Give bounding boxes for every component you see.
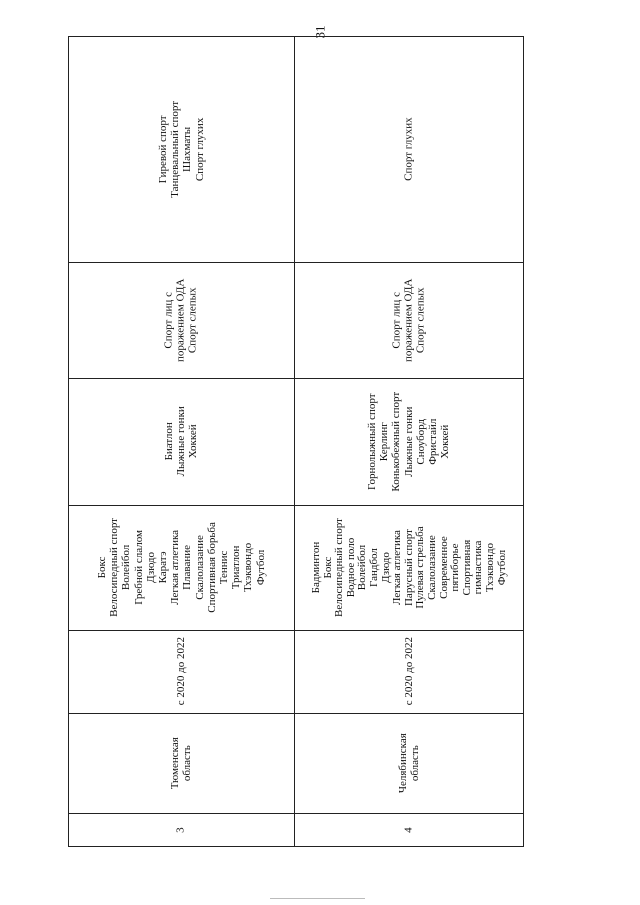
cell-text-line: область [408,745,421,781]
cell-text-line: Легкая атлетика [390,530,403,605]
cell-text-line: Пулевая стрельба [413,526,426,609]
cell-text-line: Конькобежный спорт [390,391,403,492]
cell-text-line: поражением ОДА [402,278,415,362]
cell-text-line: Спорт глухих [193,117,206,181]
row3-summer-sports [96,518,267,617]
cell-text-line: Хоккей [187,424,200,459]
cell-text-line: Гиревой спорт [156,115,169,183]
cell-text-line: Дзюдо [379,552,392,583]
cell-text-line: область [180,745,193,781]
row3-other-sports [157,101,206,198]
cell-text-line: Скалолазание [425,535,438,600]
row3-region [169,737,193,789]
cell-text-line: Гандбол [367,548,380,587]
cell-text-line: Спортивная [460,539,473,596]
row4-period: с 2020 до 2022 [402,637,415,706]
row4-summer-sports [310,518,507,617]
cell-text-line: Тхэквондо [242,542,255,593]
page-number-text: 31 [312,25,327,39]
row3-winter-sports-cell [68,378,294,505]
cell-text-line: Дзюдо [144,552,157,583]
row3-other-sports-cell [68,36,294,262]
row3-disabled-sports [163,278,200,361]
cell-text-line: Волейбол [119,544,132,591]
row4-number: 4 [402,827,415,833]
cell-text-line: Тхэквондо [483,542,496,593]
cell-text-line: Керлинг [378,422,391,461]
cell-text-line: Горнолыжный спорт [366,393,379,490]
cell-text-line: Футбол [494,549,507,586]
cell-text-line: Спорт глухих [402,117,415,181]
row3-region-cell [68,713,294,813]
cell-text-line: Лыжные гонки [174,406,187,477]
row3-winter-sports [163,406,200,476]
row4-region [397,733,421,793]
cell-text-line: Плавание [180,545,193,590]
cell-text-line: гимнастика [471,540,484,595]
cell-text-line: Спорт лиц с [162,291,175,349]
row4-period-cell [294,630,524,713]
cell-text-line: Триатлон [229,545,242,590]
row4-summer-sports-cell [294,505,524,630]
row3-number-cell [68,813,294,847]
cell-text-line: Велосипедный спорт [332,518,345,617]
row4-disabled-sports-cell [294,262,524,378]
row3-disabled-sports-cell [68,262,294,378]
cell-text-line: поражением ОДА [174,278,187,362]
cell-text-line: Спорт лиц с [390,291,403,349]
row3-period-cell [68,630,294,713]
cell-text-line: Велосипедный спорт [107,518,120,617]
cell-text-line: Футбол [254,549,267,586]
cell-text-line: Современное [436,536,449,599]
row3-number: 3 [174,827,187,833]
cell-text-line: Бадминтон [309,541,322,594]
cell-text-line: Танцевальный спорт [168,100,181,198]
row4-region-cell [294,713,524,813]
row4-winter-sports-cell [294,378,524,505]
cell-text-line: Парусный спорт [402,529,415,606]
cell-text-line: Лыжные гонки [402,406,415,477]
cell-text-line: Хоккей [439,424,452,459]
cell-text-line: Легкая атлетика [168,530,181,605]
row4-number-cell [294,813,524,847]
row4-other-sports [403,117,415,180]
row3-summer-sports-cell [68,505,294,630]
cell-text-line: Каратэ [156,551,169,584]
cell-text-line: Бокс [95,556,108,579]
cell-text-line: Скалолазание [193,535,206,600]
cell-text-line: Сноуборд [415,418,428,465]
cell-text-line: пятиборье [448,543,461,592]
cell-text-line: Водное поло [344,537,357,598]
cell-text-line: Гребной слалом [132,530,145,605]
cell-text-line: Шахматы [181,126,193,172]
row3-period: с 2020 до 2022 [174,637,187,706]
row4-other-sports-cell [294,36,524,262]
cell-text-line: Спортивная борьба [205,522,218,613]
cell-text-line: Фристайл [427,418,440,465]
cell-text-line: Биатлон [162,422,175,461]
cell-text-line: Челябинская [396,733,409,793]
row4-winter-sports [366,392,451,492]
cell-text-line: Бокс [321,556,334,579]
row4-disabled-sports [391,278,428,361]
cell-text-line: Волейбол [355,544,368,591]
cell-text-line: Тюменская [168,737,181,789]
cell-text-line: Теннис [217,550,230,585]
footer-rule [270,898,365,899]
cell-text-line: Спорт слепых [415,287,428,353]
cell-text-line: Спорт слепых [187,287,200,353]
